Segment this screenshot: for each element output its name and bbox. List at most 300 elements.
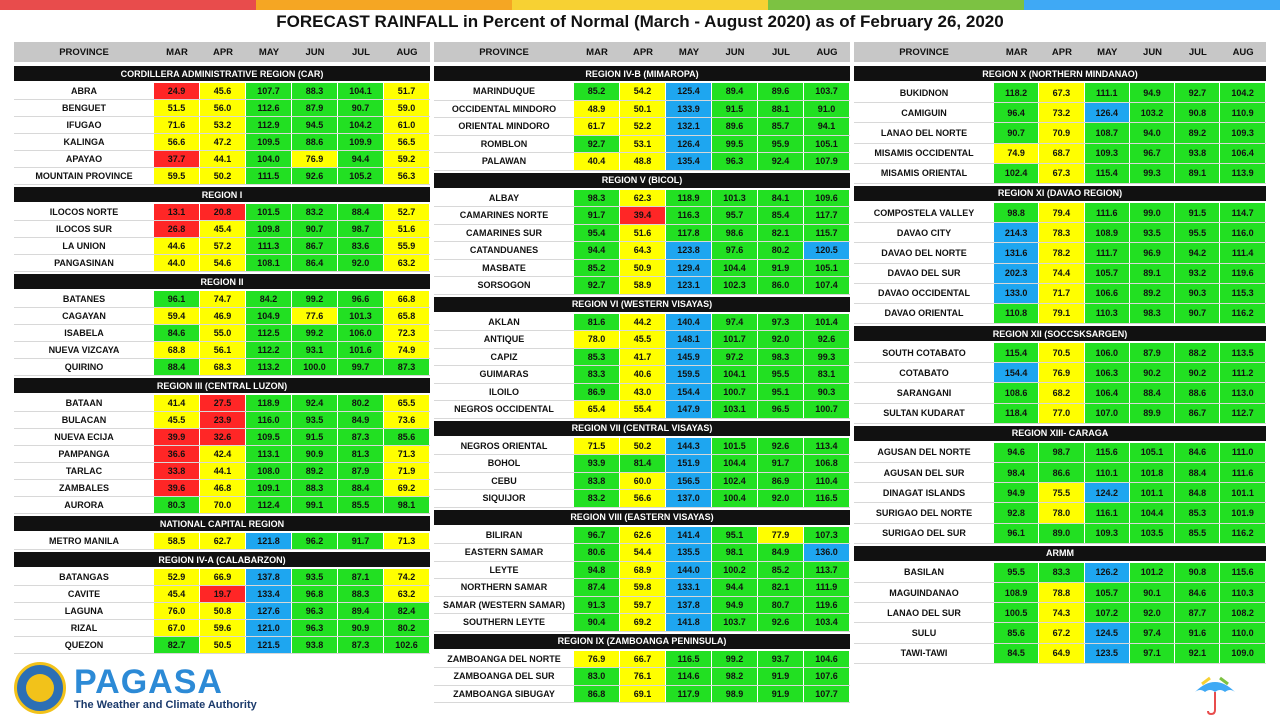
rainfall-value-jul: 90.2 (1175, 363, 1220, 382)
rainfall-value-aug: 55.9 (384, 238, 430, 254)
rainfall-value-may: 109.3 (1085, 144, 1130, 163)
rainfall-value-aug: 110.9 (1220, 103, 1265, 122)
rainfall-value-mar: 108.9 (994, 583, 1039, 602)
rainfall-value-mar: 37.7 (154, 151, 200, 167)
rainfall-value-mar: 80.6 (574, 544, 620, 561)
rainfall-value-jul: 89.1 (1175, 164, 1220, 183)
rainfall-value-aug: 104.2 (1220, 83, 1265, 102)
rainfall-value-jun: 97.4 (1130, 623, 1175, 642)
rainfall-value-mar: 110.8 (994, 304, 1039, 323)
rainfall-value-may: 141.4 (666, 527, 712, 544)
rainfall-value-jul: 98.3 (758, 349, 804, 366)
rainfall-value-aug: 51.6 (384, 221, 430, 237)
header-month-jun: JUN (725, 46, 745, 58)
rainfall-value-apr: 67.3 (1039, 83, 1084, 102)
table-row (434, 473, 850, 491)
rainfall-value-aug: 71.3 (384, 533, 430, 549)
rainfall-value-may: 108.0 (246, 463, 292, 479)
rainfall-value-jul: 92.6 (758, 438, 804, 455)
rainfall-value-jul: 95.9 (758, 136, 804, 153)
table-row (434, 83, 850, 101)
rainfall-value-may: 156.5 (666, 473, 712, 490)
rainfall-value-jun: 96.3 (292, 620, 338, 636)
rainfall-value-jul: 87.7 (1175, 603, 1220, 622)
rainfall-value-jul: 86.9 (758, 473, 804, 490)
top-color-stripe (0, 0, 1280, 10)
rainfall-value-jun: 93.5 (292, 412, 338, 428)
rainfall-value-may: 123.1 (666, 277, 712, 294)
table-row (854, 443, 1266, 463)
province-name: NUEVA ECIJA (54, 432, 114, 442)
rainfall-value-mar: 56.6 (154, 134, 200, 150)
rainfall-value-apr: 40.6 (620, 366, 666, 383)
rainfall-value-mar: 39.6 (154, 480, 200, 496)
table-row (14, 497, 430, 514)
region-header: REGION VIII (EASTERN VISAYAS) (434, 510, 850, 525)
rainfall-value-jul: 104.2 (338, 117, 384, 133)
table-row (854, 524, 1266, 544)
rainfall-value-apr: 42.4 (200, 446, 246, 462)
table-row (854, 223, 1266, 243)
rainfall-value-may: 121.8 (246, 533, 292, 549)
rainfall-value-apr: 50.1 (620, 101, 666, 118)
rainfall-value-apr: 64.3 (620, 242, 666, 259)
rainfall-value-may: 113.2 (246, 359, 292, 375)
header-month-mar: MAR (1005, 46, 1028, 58)
table-row (14, 291, 430, 308)
rainfall-value-aug: 107.7 (804, 686, 850, 703)
rainfall-value-jul: 84.8 (1175, 483, 1220, 502)
rainfall-value-jul: 92.0 (758, 331, 804, 348)
province-name: BOHOL (487, 458, 521, 469)
rainfall-value-may: 108.7 (1085, 123, 1130, 142)
table-row (854, 144, 1266, 164)
province-name: BUKIDNON (899, 87, 949, 98)
rainfall-value-apr: 60.0 (620, 473, 666, 490)
rainfall-value-mar: 108.6 (994, 383, 1039, 402)
rainfall-value-may: 126.4 (1085, 103, 1130, 122)
province-name: QUIRINO (64, 362, 104, 372)
province-name: MAGUINDANAO (889, 587, 959, 598)
rainfall-value-aug: 114.7 (1220, 203, 1265, 222)
table-row (14, 463, 430, 480)
rainfall-value-apr: 50.5 (200, 637, 246, 653)
province-name: GUIMARAS (479, 369, 529, 380)
rainfall-value-mar: 118.4 (994, 404, 1039, 423)
rainfall-value-jun: 101.3 (712, 190, 758, 207)
rainfall-value-mar: 131.6 (994, 243, 1039, 262)
table-row (854, 383, 1266, 403)
rainfall-value-mar: 94.4 (574, 242, 620, 259)
province-name: PALAWAN (481, 156, 527, 167)
region-header: CORDILLERA ADMINISTRATIVE REGION (CAR) (14, 66, 430, 81)
rainfall-value-mar: 102.4 (994, 164, 1039, 183)
province-name: SURIGAO DEL NORTE (875, 507, 973, 518)
rainfall-value-mar: 83.3 (574, 366, 620, 383)
region-header: REGION XIII- CARAGA (854, 426, 1266, 441)
rainfall-value-apr: 43.0 (620, 384, 666, 401)
rainfall-value-jun: 93.5 (1130, 223, 1175, 242)
rainfall-value-mar: 87.4 (574, 579, 620, 596)
table-row (434, 544, 850, 562)
rainfall-value-may: 133.9 (666, 101, 712, 118)
rainfall-value-apr: 76.9 (1039, 363, 1084, 382)
rainfall-value-aug: 98.1 (384, 497, 430, 513)
rainfall-value-apr: 47.2 (200, 134, 246, 150)
province-name: SOUTHERN LEYTE (462, 617, 545, 628)
table-row (14, 100, 430, 117)
rainfall-value-jul: 90.8 (1175, 103, 1220, 122)
header-month-aug: AUG (396, 46, 418, 58)
table-column-1 (14, 42, 430, 654)
rainfall-value-jun: 99.2 (712, 651, 758, 668)
rainfall-value-apr: 66.7 (620, 651, 666, 668)
province-name: ISABELA (64, 328, 104, 338)
table-row (434, 153, 850, 171)
rainfall-value-aug: 116.5 (804, 490, 850, 507)
table-row (854, 363, 1266, 383)
province-name: SAMAR (WESTERN SAMAR) (443, 599, 565, 610)
province-name: NEGROS ORIENTAL (460, 440, 548, 451)
rainfall-value-jul: 96.6 (338, 291, 384, 307)
rainfall-value-jul: 84.1 (758, 190, 804, 207)
province-name: BATANGAS (59, 572, 109, 582)
rainfall-value-aug: 113.4 (804, 438, 850, 455)
header-month-jul: JUL (352, 46, 370, 58)
rainfall-value-apr: 48.8 (620, 153, 666, 170)
rainfall-value-mar: 96.4 (994, 103, 1039, 122)
table-header (434, 42, 850, 62)
province-name: MOUNTAIN PROVINCE (35, 171, 133, 181)
rainfall-value-may: 111.6 (1085, 203, 1130, 222)
rainfall-value-may: 147.9 (666, 401, 712, 418)
rainfall-value-jul: 84.6 (1175, 583, 1220, 602)
pagasa-logo (14, 658, 314, 718)
rainfall-value-aug: 109.6 (804, 190, 850, 207)
rainfall-value-aug: 100.7 (804, 401, 850, 418)
rainfall-value-mar: 24.9 (154, 83, 200, 99)
province-name: ZAMBOANGA DEL SUR (453, 671, 555, 682)
table-row (14, 480, 430, 497)
rainfall-value-mar: 85.2 (574, 83, 620, 100)
rainfall-value-aug: 104.6 (804, 651, 850, 668)
table-row (14, 134, 430, 151)
rainfall-value-jul: 105.2 (338, 168, 384, 184)
region-header: REGION II (14, 274, 430, 289)
rainfall-value-aug: 107.9 (804, 153, 850, 170)
rainfall-value-may: 107.7 (246, 83, 292, 99)
province-name: NORTHERN SAMAR (460, 582, 548, 593)
table-row (854, 304, 1266, 324)
umbrella-icon (1190, 672, 1240, 716)
rainfall-value-jul: 99.7 (338, 359, 384, 375)
rainfall-value-mar: 33.8 (154, 463, 200, 479)
rainfall-value-apr: 46.9 (200, 308, 246, 324)
rainfall-value-may: 108.9 (1085, 223, 1130, 242)
table-row (434, 579, 850, 597)
rainfall-value-may: 151.9 (666, 455, 712, 472)
province-name: QUEZON (64, 640, 104, 650)
table-row (14, 620, 430, 637)
rainfall-value-jul: 83.6 (338, 238, 384, 254)
rainfall-value-jul: 86.0 (758, 277, 804, 294)
table-row (14, 325, 430, 342)
rainfall-value-mar: 81.6 (574, 314, 620, 331)
rainfall-value-aug: 103.4 (804, 614, 850, 631)
rainfall-value-may: 104.9 (246, 308, 292, 324)
rainfall-value-apr: 19.7 (200, 586, 246, 602)
rainfall-value-jul: 84.6 (1175, 443, 1220, 462)
rainfall-value-jun: 97.4 (712, 314, 758, 331)
rainfall-value-apr: 77.0 (1039, 404, 1084, 423)
rainfall-value-jun: 89.9 (1130, 404, 1175, 423)
rainfall-value-mar: 133.0 (994, 284, 1039, 303)
rainfall-value-jul: 109.9 (338, 134, 384, 150)
rainfall-value-jun: 99.5 (712, 136, 758, 153)
rainfall-value-jun: 97.2 (712, 349, 758, 366)
rainfall-value-aug: 90.3 (804, 384, 850, 401)
province-name: METRO MANILA (49, 536, 119, 546)
rainfall-value-apr: 62.6 (620, 527, 666, 544)
rainfall-value-aug: 66.8 (384, 291, 430, 307)
province-name: SULU (911, 627, 937, 638)
rainfall-value-may: 109.5 (246, 429, 292, 445)
rainfall-value-may: 110.3 (1085, 304, 1130, 323)
rainfall-value-may: 111.5 (246, 168, 292, 184)
rainfall-value-jul: 92.6 (758, 614, 804, 631)
rainfall-value-aug: 113.7 (804, 562, 850, 579)
rainfall-value-jul: 85.2 (758, 562, 804, 579)
rainfall-value-apr: 45.6 (200, 83, 246, 99)
rainfall-value-may: 123.5 (1085, 644, 1130, 663)
table-row (854, 284, 1266, 304)
rainfall-value-may: 107.2 (1085, 603, 1130, 622)
rainfall-value-apr: 44.1 (200, 463, 246, 479)
rainfall-value-jun: 90.7 (292, 221, 338, 237)
rainfall-value-jun: 102.4 (712, 473, 758, 490)
rainfall-value-aug: 119.6 (1220, 264, 1265, 283)
rainfall-value-mar: 13.1 (154, 204, 200, 220)
rainfall-value-jul: 88.2 (1175, 343, 1220, 362)
rainfall-value-apr: 32.6 (200, 429, 246, 445)
rainfall-value-apr: 68.7 (1039, 144, 1084, 163)
rainfall-value-jul: 92.0 (338, 255, 384, 271)
rainfall-value-may: 106.3 (1085, 363, 1130, 382)
rainfall-value-aug: 105.1 (804, 136, 850, 153)
rainfall-value-mar: 91.7 (574, 207, 620, 224)
rainfall-value-may: 141.8 (666, 614, 712, 631)
rainfall-value-may: 126.2 (1085, 563, 1130, 582)
rainfall-value-jul: 94.4 (338, 151, 384, 167)
rainfall-value-jul: 91.5 (1175, 203, 1220, 222)
rainfall-value-may: 118.9 (246, 395, 292, 411)
table-row (854, 404, 1266, 424)
rainfall-value-may: 109.5 (246, 134, 292, 150)
table-row (14, 83, 430, 100)
province-name: RIZAL (70, 623, 98, 633)
rainfall-value-apr: 59.6 (200, 620, 246, 636)
table-row (434, 277, 850, 295)
rainfall-value-apr: 50.2 (620, 438, 666, 455)
rainfall-value-mar: 84.5 (994, 644, 1039, 663)
rainfall-value-aug: 94.1 (804, 118, 850, 135)
rainfall-value-apr: 58.9 (620, 277, 666, 294)
province-name: DAVAO DEL NORTE (881, 247, 967, 258)
rainfall-value-aug: 102.6 (384, 637, 430, 653)
rainfall-value-mar: 45.5 (154, 412, 200, 428)
rainfall-value-jun: 96.9 (1130, 243, 1175, 262)
rainfall-value-jul: 106.0 (338, 325, 384, 341)
rainfall-value-may: 125.4 (666, 83, 712, 100)
rainfall-value-may: 135.5 (666, 544, 712, 561)
rainfall-value-aug: 61.0 (384, 117, 430, 133)
province-name: CAMARINES NORTE (459, 210, 549, 221)
rainfall-value-aug: 65.8 (384, 308, 430, 324)
rainfall-value-apr: 69.1 (620, 686, 666, 703)
table-row (854, 563, 1266, 583)
region-header: ARMM (854, 546, 1266, 561)
rainfall-value-mar: 98.4 (994, 463, 1039, 482)
province-name: ZAMBOANGA SIBUGAY (453, 688, 555, 699)
rainfall-value-jun: 88.3 (292, 83, 338, 99)
rainfall-value-aug: 101.1 (1220, 483, 1265, 502)
rainfall-value-aug: 113.9 (1220, 164, 1265, 183)
rainfall-value-jun: 97.1 (1130, 644, 1175, 663)
province-name: LEYTE (489, 564, 519, 575)
rainfall-value-jun: 95.7 (712, 207, 758, 224)
table-row (434, 225, 850, 243)
rainfall-value-aug: 111.2 (1220, 363, 1265, 382)
rainfall-value-jun: 76.9 (292, 151, 338, 167)
rainfall-value-aug: 72.3 (384, 325, 430, 341)
header-month-may: MAY (678, 46, 700, 58)
table-row (854, 644, 1266, 664)
rainfall-value-may: 133.1 (666, 579, 712, 596)
rainfall-value-jul: 80.7 (758, 597, 804, 614)
rainfall-value-aug: 103.7 (804, 83, 850, 100)
rainfall-value-apr: 20.8 (200, 204, 246, 220)
rainfall-value-aug: 110.3 (1220, 583, 1265, 602)
rainfall-value-mar: 74.9 (994, 144, 1039, 163)
rainfall-value-may: 109.1 (246, 480, 292, 496)
province-name: AGUSAN DEL NORTE (877, 447, 971, 458)
rainfall-value-mar: 92.7 (574, 277, 620, 294)
table-row (14, 168, 430, 185)
rainfall-value-apr: 78.0 (1039, 503, 1084, 522)
rainfall-value-mar: 51.5 (154, 100, 200, 116)
rainfall-value-mar: 83.8 (574, 473, 620, 490)
rainfall-value-jun: 103.2 (1130, 103, 1175, 122)
rainfall-value-jul: 77.9 (758, 527, 804, 544)
table-row (854, 164, 1266, 184)
table-row (14, 429, 430, 446)
rainfall-value-apr: 57.2 (200, 238, 246, 254)
header-month-jun: JUN (1143, 46, 1163, 58)
rainfall-value-jun: 104.1 (712, 366, 758, 383)
rainfall-value-aug: 74.9 (384, 342, 430, 358)
rainfall-value-jul: 85.4 (758, 207, 804, 224)
rainfall-value-may: 137.8 (246, 569, 292, 585)
rainfall-value-mar: 67.0 (154, 620, 200, 636)
rainfall-value-aug: 115.7 (804, 225, 850, 242)
rainfall-value-jun: 88.3 (292, 480, 338, 496)
rainfall-value-jun: 99.0 (1130, 203, 1175, 222)
table-row (434, 490, 850, 508)
rainfall-value-aug: 107.4 (804, 277, 850, 294)
rainfall-value-apr: 51.6 (620, 225, 666, 242)
rainfall-value-jun: 83.2 (292, 204, 338, 220)
rainfall-value-may: 112.6 (246, 100, 292, 116)
rainfall-value-jun: 100.4 (712, 490, 758, 507)
rainfall-value-jun: 98.1 (712, 544, 758, 561)
header-month-jul: JUL (1188, 46, 1207, 58)
rainfall-value-aug: 115.6 (1220, 563, 1265, 582)
rainfall-value-jun: 94.9 (1130, 83, 1175, 102)
rainfall-value-may: 159.5 (666, 366, 712, 383)
rainfall-value-apr: 78.8 (1039, 583, 1084, 602)
rainfall-value-jul: 93.7 (758, 651, 804, 668)
rainfall-value-jul: 81.3 (338, 446, 384, 462)
table-row (434, 597, 850, 615)
province-name: BILIRAN (485, 529, 523, 540)
rainfall-value-mar: 86.8 (574, 686, 620, 703)
rainfall-value-may: 144.3 (666, 438, 712, 455)
province-name: ILOILO (489, 386, 519, 397)
rainfall-value-apr: 44.1 (200, 151, 246, 167)
rainfall-value-jun: 103.1 (712, 401, 758, 418)
rainfall-value-jun: 96.3 (292, 603, 338, 619)
region-header: REGION XII (SOCCSKSARGEN) (854, 326, 1266, 341)
rainfall-value-aug: 115.3 (1220, 284, 1265, 303)
province-name: LANAO DEL SUR (887, 607, 961, 618)
rainfall-value-mar: 86.9 (574, 384, 620, 401)
rainfall-value-mar: 95.5 (994, 563, 1039, 582)
rainfall-value-may: 112.5 (246, 325, 292, 341)
rainfall-value-apr: 41.7 (620, 349, 666, 366)
rainfall-value-may: 106.6 (1085, 284, 1130, 303)
rainfall-value-jun: 89.6 (712, 118, 758, 135)
table-row (854, 483, 1266, 503)
rainfall-value-may: 118.9 (666, 190, 712, 207)
rainfall-value-mar: 115.4 (994, 343, 1039, 362)
rainfall-value-may: 145.9 (666, 349, 712, 366)
table-row (14, 603, 430, 620)
table-row (434, 242, 850, 260)
rainfall-value-may: 132.1 (666, 118, 712, 135)
province-name: CAMARINES SUR (465, 227, 542, 238)
rainfall-value-mar: 61.7 (574, 118, 620, 135)
rainfall-value-mar: 83.2 (574, 490, 620, 507)
table-row (14, 308, 430, 325)
rainfall-value-jun: 105.1 (1130, 443, 1175, 462)
table-row (854, 583, 1266, 603)
rainfall-value-jul: 88.4 (338, 204, 384, 220)
table-row (854, 123, 1266, 143)
rainfall-value-aug: 116.0 (1220, 223, 1265, 242)
rainfall-value-apr: 68.9 (620, 562, 666, 579)
rainfall-value-jul: 92.0 (758, 490, 804, 507)
rainfall-value-apr: 39.4 (620, 207, 666, 224)
rainfall-value-may: 106.4 (1085, 383, 1130, 402)
rainfall-value-jul: 94.2 (1175, 243, 1220, 262)
rainfall-value-aug: 92.6 (804, 331, 850, 348)
header-month-mar: MAR (586, 46, 608, 58)
rainfall-value-mar: 71.6 (154, 117, 200, 133)
rainfall-value-apr: 45.5 (620, 331, 666, 348)
table-row (854, 343, 1266, 363)
rainfall-value-mar: 214.3 (994, 223, 1039, 242)
rainfall-value-apr: 46.8 (200, 480, 246, 496)
